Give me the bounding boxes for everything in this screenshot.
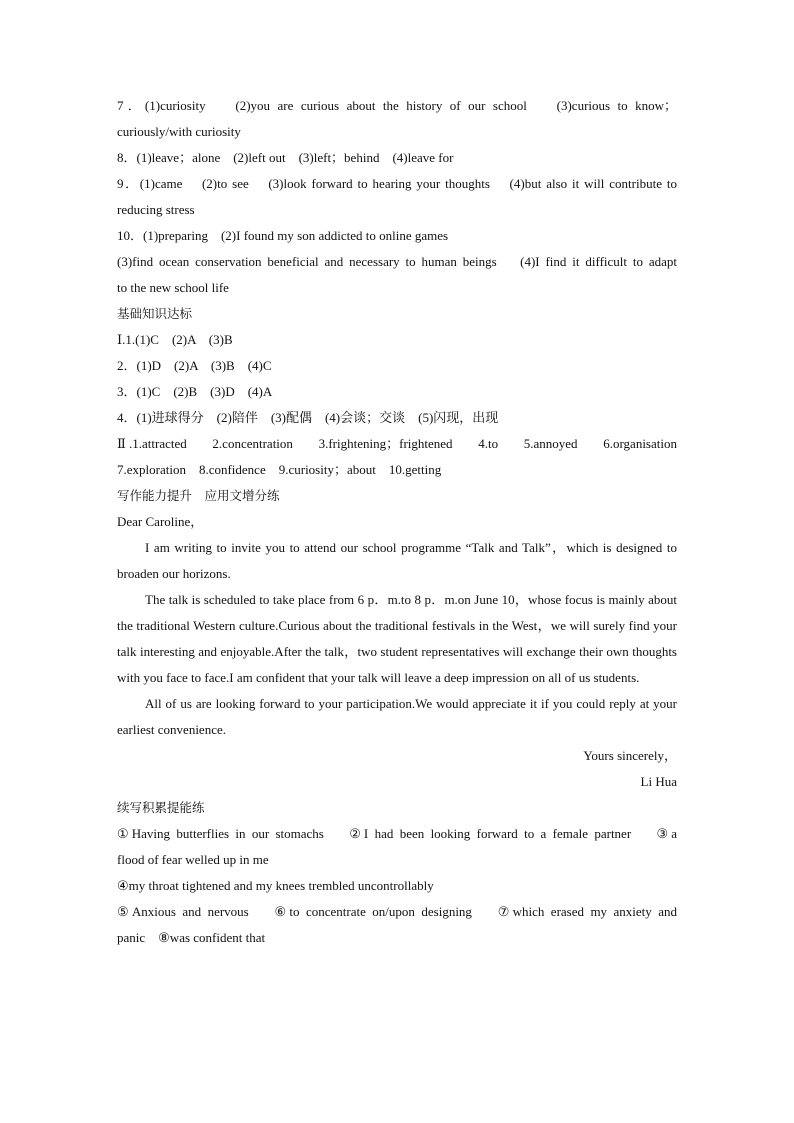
- basic-i1: Ⅰ.1.(1)C (2)A (3)B: [117, 332, 233, 347]
- letter-paragraph-2: The talk is scheduled to take place from 6 p．m.to 8 p．m.on June 10，whose focus is mainly about the traditional Western culture.Curious about the traditional festivals in the West，we will surely find your talk interesting and enjoyable.After the talk，two student representatives will exchange their own thoughts with you face to face.I am confident that your talk will leave a deep impression on all of us students.: [117, 592, 677, 685]
- section-heading-continuation: 续写积累提能练: [117, 800, 205, 815]
- q7-line2: curiously/with curiosity: [117, 124, 241, 139]
- q8-line: 8．(1)leave；alone (2)left out (3)left；behind (4)leave for: [117, 150, 454, 165]
- continuation-line5: panic ⑧was confident that: [117, 930, 266, 945]
- q9-line2: reducing stress: [117, 202, 195, 217]
- basic-ii1: Ⅱ.1.attracted 2.concentration 3.frightening；frightened 4.to 5.annoyed 6.organisation: [117, 436, 677, 451]
- q9-line1: 9．(1)came (2)to see (3)look forward to hearing your thoughts (4)but also it will contribute to: [117, 176, 677, 191]
- q10-line2: (3)find ocean conservation beneficial and necessary to human beings (4)I find it difficult to adapt: [117, 254, 677, 269]
- continuation-line2: flood of fear welled up in me: [117, 852, 269, 867]
- continuation-line3: ④my throat tightened and my knees trembled uncontrollably: [117, 878, 434, 893]
- basic-i2: 2．(1)D (2)A (3)B (4)C: [117, 358, 272, 373]
- section-heading-basic: 基础知识达标: [117, 306, 193, 321]
- continuation-line4: ⑤Anxious and nervous ⑥to concentrate on/upon designing ⑦which erased my anxiety and: [117, 904, 677, 919]
- answer-document: [117, 93, 677, 951]
- q10-line3: to the new school life: [117, 280, 229, 295]
- q7-line1: 7．(1)curiosity (2)you are curious about the history of our school (3)curious to know；: [117, 98, 677, 113]
- letter-greeting: Dear Caroline，: [117, 514, 204, 529]
- continuation-line1: ①Having butterflies in our stomachs ②I had been looking forward to a female partner ③a: [117, 826, 677, 841]
- basic-i3: 3．(1)C (2)B (3)D (4)A: [117, 384, 273, 399]
- letter-paragraph-1: I am writing to invite you to attend our school programme “Talk and Talk”，which is designed to broaden our horizons.: [117, 540, 677, 581]
- basic-ii2: 7.exploration 8.confidence 9.curiosity；about 10.getting: [117, 462, 442, 477]
- letter-signature: Li Hua: [640, 774, 677, 789]
- letter-paragraph-3: All of us are looking forward to your participation.We would appreciate it if you could reply at your earliest convenience.: [117, 696, 677, 737]
- basic-i4: 4．(1)进球得分 (2)陪伴 (3)配偶 (4)会谈；交谈 (5)闪现，出现: [117, 410, 499, 425]
- letter-closing: Yours sincerely，: [583, 748, 677, 763]
- section-heading-writing: 写作能力提升 应用文增分练: [117, 488, 280, 503]
- q10-line1: 10．(1)preparing (2)I found my son addicted to online games: [117, 228, 449, 243]
